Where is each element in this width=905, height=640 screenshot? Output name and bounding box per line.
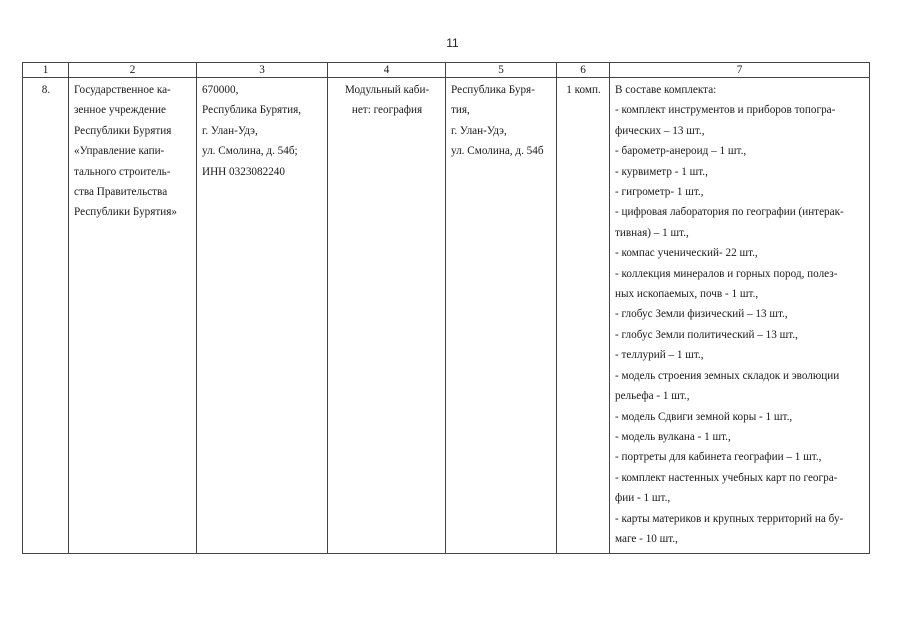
contents-line: - гигрометр- 1 шт., (615, 186, 704, 199)
equipment-table (22, 62, 870, 554)
contents-line: маге - 10 шт., (615, 532, 678, 545)
quantity: 1 комп. (566, 84, 601, 96)
column-number: 3 (197, 63, 328, 78)
organization-line: Республики Бурятия (74, 124, 172, 137)
row-number: 8. (41, 84, 51, 96)
location-line: г. Улан-Удэ, (451, 124, 507, 137)
organization-line: Республики Бурятия» (74, 206, 178, 219)
object-line: нет: география (351, 104, 423, 117)
contents-line: тивная) – 1 шт., (615, 226, 689, 239)
contents-line: - модель вулкана - 1 шт., (615, 430, 731, 443)
column-number: 4 (328, 63, 446, 78)
contents-line: - комплект настенных учебных карт по геогра- (615, 471, 838, 484)
location-line: ул. Смолина, д. 54б (451, 145, 544, 158)
column-number: 5 (446, 63, 557, 78)
address-cell (197, 78, 328, 554)
column-number: 6 (557, 63, 610, 78)
location-line: Республика Буря- (451, 84, 535, 96)
contents-cell (610, 78, 870, 554)
contents-line: рельефа - 1 шт., (615, 390, 690, 403)
organization-line: ства Правительства (74, 186, 168, 199)
address-line: Республика Бурятия, (202, 104, 302, 117)
column-number: 7 (610, 63, 870, 78)
contents-line: - глобус Земли физический – 13 шт., (615, 308, 788, 321)
address-line: 670000, (202, 84, 239, 96)
contents-line: - глобус Земли политический – 13 шт., (615, 328, 798, 341)
column-number: 1 (23, 63, 69, 78)
organization-line: Государственное ка- (74, 84, 171, 96)
organization-cell (69, 78, 197, 554)
object-cell (328, 78, 446, 554)
contents-line: В составе комплекта: (615, 84, 717, 96)
organization-line: «Управление капи- (74, 145, 165, 158)
contents-line: - модель строения земных складок и эволюции (615, 369, 840, 382)
contents-line: фии - 1 шт., (615, 492, 671, 505)
contents-line: - цифровая лаборатория по географии (интерак- (615, 206, 844, 219)
contents-line: - курвиметр - 1 шт., (615, 165, 708, 178)
contents-line: - комплект инструментов и приборов топогра- (615, 104, 836, 117)
page-number: 11 (446, 36, 459, 50)
contents-line: - портреты для кабинета географии – 1 шт., (615, 451, 822, 464)
contents-line: фических – 13 шт., (615, 124, 705, 137)
contents-line: - коллекция минералов и горных пород, полез- (615, 267, 838, 280)
column-number-row (23, 63, 870, 78)
object-line: Модульный каби- (344, 84, 430, 96)
column-number: 2 (69, 63, 197, 78)
address-line: ИНН 0323082240 (202, 165, 285, 178)
organization-line: зенное учреждение (74, 104, 166, 117)
contents-line: - барометр-анероид – 1 шт., (615, 145, 747, 158)
address-line: ул. Смолина, д. 54б; (202, 145, 298, 158)
address-line: г. Улан-Удэ, (202, 124, 258, 137)
contents-line: - компас ученический- 22 шт., (615, 247, 758, 260)
quantity-cell (557, 78, 610, 554)
location-line: тия, (451, 104, 470, 117)
organization-line: тального строитель- (74, 165, 171, 178)
contents-line: - карты материков и крупных территорий на бу- (615, 512, 844, 525)
contents-line: - теллурий – 1 шт., (615, 349, 704, 362)
contents-line: ных ископаемых, почв - 1 шт., (615, 288, 759, 301)
location-cell (446, 78, 557, 554)
row-number-cell (23, 78, 69, 554)
table-row (23, 78, 870, 554)
contents-line: - модель Сдвиги земной коры - 1 шт., (615, 410, 793, 423)
